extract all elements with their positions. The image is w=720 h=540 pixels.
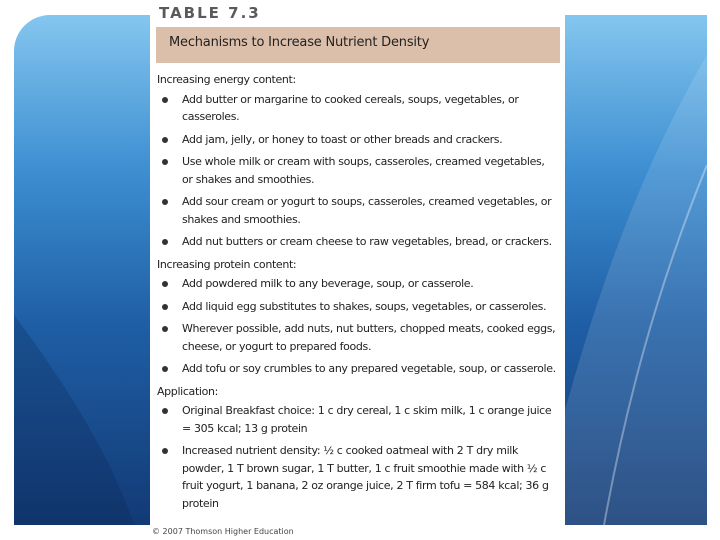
list-item [157,275,557,293]
list-item [157,91,557,126]
bullet-icon [162,304,168,310]
copyright-footer: © 2007 Thomson Higher Education [152,527,294,536]
list-item-text: Add tofu or soy crumbles to any prepared vegetable, soup, or casserole. [182,362,556,375]
list-item-text: Original Breakfast choice: 1 c dry cereal, 1 c skim milk, 1 c orange juice = 305 kcal; 13 g protein [182,404,552,435]
table-number: TABLE 7.3 [159,4,261,22]
bullet-icon [162,281,168,287]
section-heading: Increasing protein content: [157,257,297,271]
list-item [157,193,557,228]
bullet-icon [162,199,168,205]
list-item [157,298,557,316]
list-item-text: Add butter or margarine to cooked cereals, soups, vegetables, or casseroles. [182,92,519,123]
list-item-text: Add jam, jelly, or honey to toast or other breads and crackers. [182,132,503,146]
list-item [157,442,557,512]
section-heading: Application: [157,384,218,398]
section-protein [157,256,557,378]
list-item [157,360,557,378]
table-title: Mechanisms to Increase Nutrient Density [156,27,560,63]
bullet-icon [162,448,168,454]
list-item-text: Add liquid egg substitutes to shakes, soups, vegetables, or casseroles. [182,299,547,313]
bullet-icon [162,97,168,103]
bullet-icon [162,159,168,165]
bullet-list [157,275,557,378]
bullet-icon [162,239,168,245]
bullet-icon [162,366,168,372]
list-item-text: Add sour cream or yogurt to soups, casseroles, creamed vegetables, or shakes and smoothies. [182,195,552,226]
list-item-text: Wherever possible, add nuts, nut butters, chopped meats, cooked eggs, cheese, or yogurt to prepared foods. [182,322,556,353]
bullet-icon [162,326,168,332]
bullet-icon [162,137,168,143]
list-item-text: Add powdered milk to any beverage, soup, or casserole. [182,277,474,290]
section-application [157,383,557,513]
list-item [157,153,557,188]
list-item-text: Add nut butters or cream cheese to raw vegetables, bread, or crackers. [182,235,552,248]
table-body [157,71,557,517]
table-slide [150,0,565,540]
section-energy [157,71,557,251]
list-item [157,131,557,149]
bullet-list [157,91,557,251]
list-item [157,233,557,251]
list-item [157,402,557,437]
bullet-icon [162,408,168,414]
bullet-list [157,402,557,512]
list-item [157,320,557,355]
section-heading: Increasing energy content: [157,73,296,86]
list-item-text: Use whole milk or cream with soups, casseroles, creamed vegetables, or shakes and smoothies. [182,155,545,186]
list-item-text: Increased nutrient density: ½ c cooked oatmeal with 2 T dry milk powder, 1 T brown sugar, 1 T butter, 1 c fruit smoothie made with ½ c fruit yogurt, 1 banana, 2 oz orange juice, 2 T firm tofu = 584 kcal; 36 g protein [182,444,549,510]
